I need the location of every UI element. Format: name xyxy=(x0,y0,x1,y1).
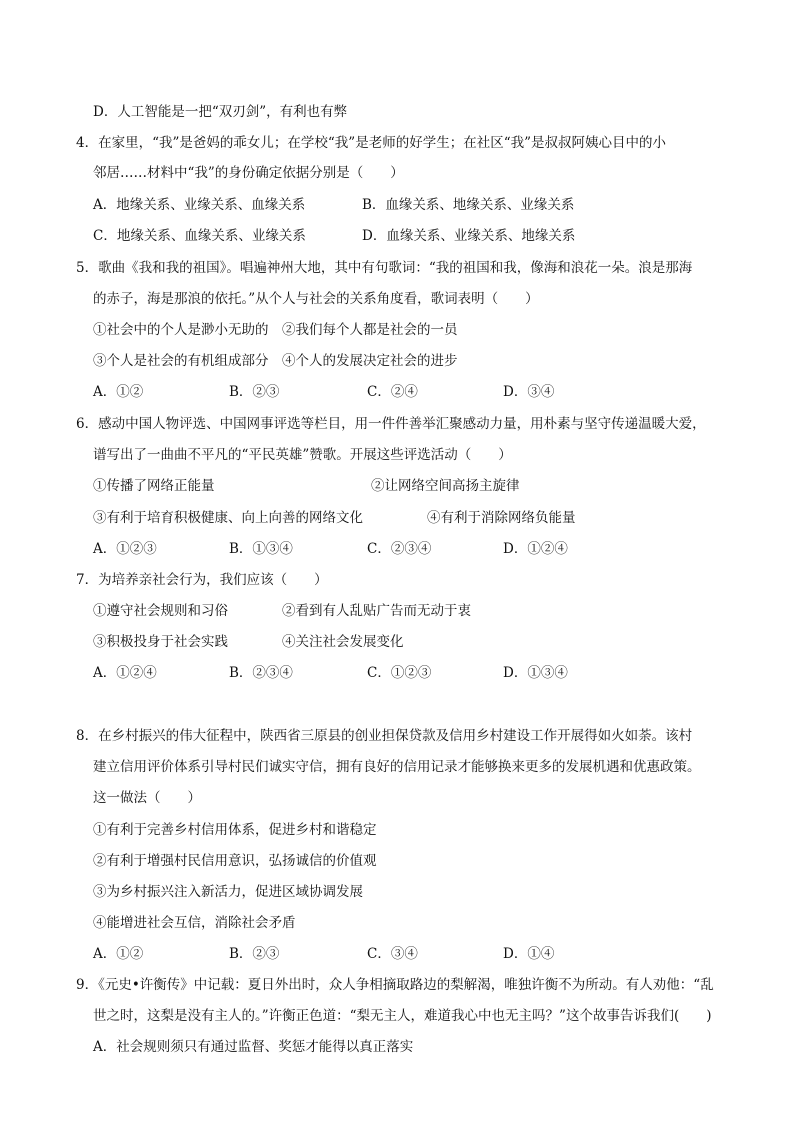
text-line: ③个人是社会的有机组成部分 ④个人的发展决定社会的进步 xyxy=(93,353,458,369)
answer-option: A．①② xyxy=(93,946,144,962)
text-line: 世之时，这梨是没有主人的。”许衡正色道：“梨无主人，难道我心中也无主吗？”这个故事告诉我们( ) xyxy=(93,1008,712,1024)
answer-option: A．①② xyxy=(93,384,144,400)
answer-option: C．②④ xyxy=(367,384,418,400)
answer-option: B．②③④ xyxy=(229,665,293,681)
answer-option: D．①②④ xyxy=(503,541,568,557)
answer-option: D．血缘关系、业缘关系、地缘关系 xyxy=(362,228,576,244)
answer-option: ①传播了网络正能量 xyxy=(93,478,215,494)
text-line: A．社会规则须只有通过监督、奖惩才能得以真正落实 xyxy=(93,1039,414,1055)
answer-option: D．①③④ xyxy=(503,665,568,681)
answer-option: ④关注社会发展变化 xyxy=(282,634,404,650)
text-line: 这一做法（ ） xyxy=(93,790,201,806)
answer-option: A．地缘关系、业缘关系、血缘关系 xyxy=(93,197,306,213)
text-line: 5．歌曲《我和我的祖国》。唱遍神州大地，其中有句歌词：“我的祖国和我，像海和浪花一朵。浪是那海 xyxy=(76,260,693,276)
answer-option: ①遵守社会规则和习俗 xyxy=(93,603,228,619)
answer-option: B．血缘关系、地缘关系、业缘关系 xyxy=(362,197,575,213)
answer-option: C．③④ xyxy=(367,946,418,962)
text-line: 邻居……材料中“我”的身份确定依据分别是（ ） xyxy=(93,165,404,181)
text-line: 6．感动中国人物评选、中国网事评选等栏目，用一件件善举汇聚感动力量，用朴素与坚守传递温暖大爱， xyxy=(76,416,706,432)
answer-option: D．①④ xyxy=(503,946,555,962)
answer-option: B．②③ xyxy=(229,946,280,962)
text-line: 谱写出了一曲曲不平凡的“平民英雄”赞歌。开展这些评选活动（ ） xyxy=(93,447,512,463)
answer-option: ②看到有人乱贴广告而无动于衷 xyxy=(282,603,471,619)
text-line: 9．《元史•许衡传》中记载：夏日外出时，众人争相摘取路边的梨解渴，唯独许衡不为所动。有人劝他：“乱 xyxy=(76,977,714,993)
answer-option: D．③④ xyxy=(503,384,555,400)
answer-option: C．①②③ xyxy=(367,665,432,681)
answer-option: ②让网络空间高扬主旋律 xyxy=(371,478,520,494)
answer-option: ③积极投身于社会实践 xyxy=(93,634,228,650)
text-line: ④能增进社会互信，消除社会矛盾 xyxy=(93,915,296,931)
text-line: 4．在家里，“我”是爸妈的乖女儿；在学校“我”是老师的好学生；在社区“我”是叔叔阿姨心目中的小 xyxy=(76,135,666,151)
text-line: ①社会中的个人是渺小无助的 ②我们每个人都是社会的一员 xyxy=(93,322,458,338)
answer-option: C．地缘关系、血缘关系、业缘关系 xyxy=(93,228,306,244)
text-line: 8．在乡村振兴的伟大征程中，陕西省三原县的创业担保贷款及信用乡村建设工作开展得如火如荼。该村 xyxy=(76,728,693,744)
text-line: 的赤子，海是那浪的依托。”从个人与社会的关系角度看，歌词表明（ ） xyxy=(93,291,539,307)
answer-option: B．①③④ xyxy=(229,541,293,557)
text-line: ③为乡村振兴注入新活力，促进区域协调发展 xyxy=(93,884,363,900)
answer-option: C．②③④ xyxy=(367,541,432,557)
answer-option: A．①②④ xyxy=(93,665,157,681)
text-line: ①有利于完善乡村信用体系，促进乡村和谐稳定 xyxy=(93,822,377,838)
text-line: 建立信用评价体系引导村民们诚实守信，拥有良好的信用记录才能够换来更多的发展机遇和优惠政策。 xyxy=(93,759,701,775)
answer-option: ④有利于消除网络负能量 xyxy=(427,510,576,526)
answer-option: B．②③ xyxy=(229,384,280,400)
answer-option: ③有利于培育积极健康、向上向善的网络文化 xyxy=(93,510,363,526)
text-line: D．人工智能是一把“双刃剑”，有利也有弊 xyxy=(93,104,348,120)
answer-option: A．①②③ xyxy=(93,541,157,557)
text-line: 7．为培养亲社会行为，我们应该（ ） xyxy=(76,572,328,588)
text-line: ②有利于增强村民信用意识，弘扬诚信的价值观 xyxy=(93,853,377,869)
